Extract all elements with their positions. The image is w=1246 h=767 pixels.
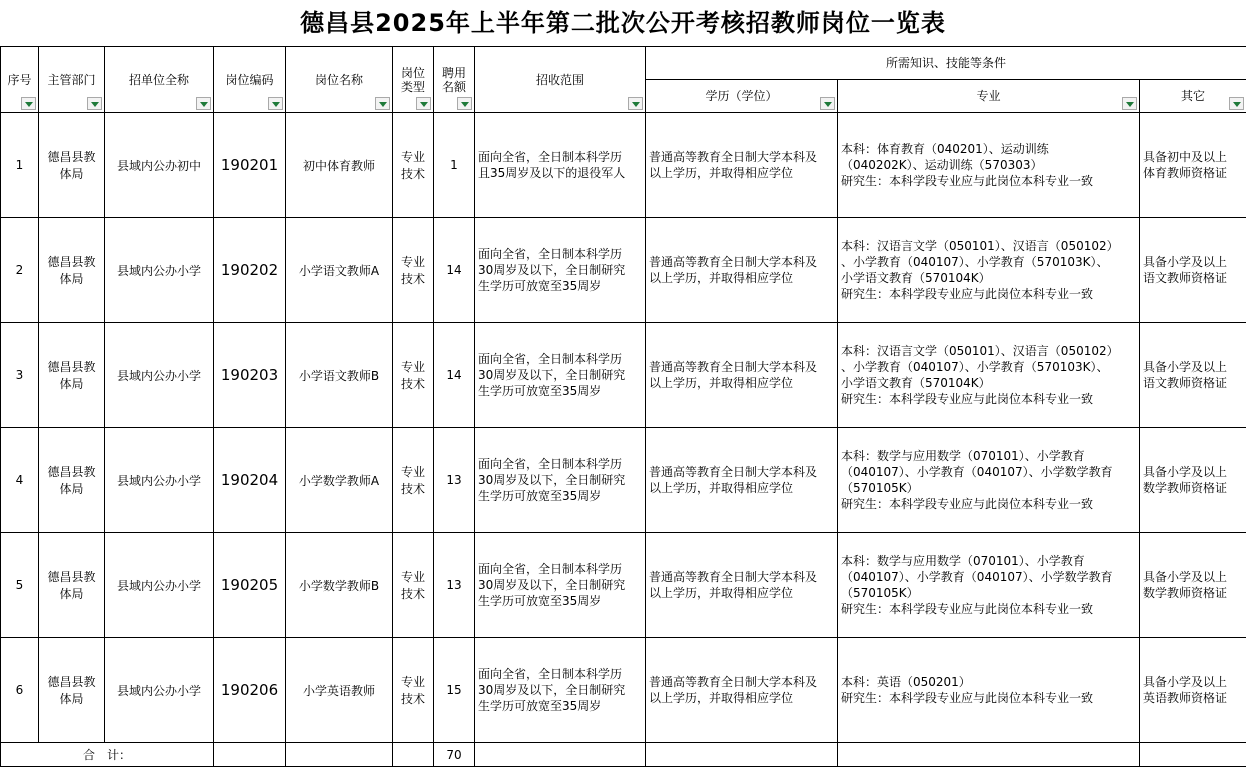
- filter-dropdown-icon[interactable]: [416, 97, 431, 110]
- header-other: 其它: [1140, 80, 1246, 113]
- header-dept: 主管部门: [39, 47, 105, 113]
- filter-dropdown-icon[interactable]: [375, 97, 390, 110]
- cell-education: 普通高等教育全日制大学本科及 以上学历，并取得相应学位: [646, 428, 838, 533]
- cell-unit: 县域内公办小学: [105, 323, 214, 428]
- table-row: [1, 218, 1246, 323]
- filter-dropdown-icon[interactable]: [268, 97, 283, 110]
- cell-seq: 6: [1, 638, 39, 743]
- cell-code: 190204: [214, 428, 286, 533]
- header-unit: 招单位全称: [105, 47, 214, 113]
- empty-cell: [286, 743, 393, 767]
- cell-position-type: 专业 技术: [393, 113, 434, 218]
- cell-code: 190202: [214, 218, 286, 323]
- cell-dept: 德昌县教 体局: [39, 638, 105, 743]
- empty-cell: [1140, 743, 1246, 767]
- empty-cell: [214, 743, 286, 767]
- filter-dropdown-icon[interactable]: [820, 97, 835, 110]
- cell-position-type: 专业 技术: [393, 218, 434, 323]
- filter-dropdown-icon[interactable]: [21, 97, 36, 110]
- header-count: 聘用 名额: [434, 47, 475, 113]
- cell-major: 本科：数学与应用数学（070101）、小学教育 （040107）、小学教育（040107）、小学数学教育 （570105K） 研究生：本科学段专业应与此岗位本科专业一致: [838, 533, 1140, 638]
- cell-unit: 县域内公办小学: [105, 533, 214, 638]
- cell-scope: 面向全省，全日制本科学历 30周岁及以下，全日制研究 生学历可放宽至35周岁: [475, 638, 646, 743]
- filter-dropdown-icon[interactable]: [1229, 97, 1244, 110]
- empty-cell: [393, 743, 434, 767]
- table-row: [1, 638, 1246, 743]
- cell-position-type: 专业 技术: [393, 323, 434, 428]
- cell-education: 普通高等教育全日制大学本科及 以上学历，并取得相应学位: [646, 533, 838, 638]
- cell-scope: 面向全省，全日制本科学历 且35周岁及以下的退役军人: [475, 113, 646, 218]
- cell-scope: 面向全省，全日制本科学历 30周岁及以下，全日制研究 生学历可放宽至35周岁: [475, 218, 646, 323]
- header-code: 岗位编码: [214, 47, 286, 113]
- cell-other: 具备小学及以上 数学教师资格证: [1140, 428, 1246, 533]
- cell-dept: 德昌县教 体局: [39, 323, 105, 428]
- cell-unit: 县域内公办小学: [105, 428, 214, 533]
- cell-dept: 德昌县教 体局: [39, 533, 105, 638]
- cell-code: 190206: [214, 638, 286, 743]
- cell-count: 1: [434, 113, 475, 218]
- header-scope: 招收范围: [475, 47, 646, 113]
- total-count: 70: [434, 743, 475, 767]
- cell-seq: 2: [1, 218, 39, 323]
- table-row: [1, 323, 1246, 428]
- total-row: [1, 743, 1246, 767]
- cell-other: 具备小学及以上 语文教师资格证: [1140, 218, 1246, 323]
- header-position-name: 岗位名称: [286, 47, 393, 113]
- cell-position-name: 小学语文教师B: [286, 323, 393, 428]
- cell-position-name: 初中体育教师: [286, 113, 393, 218]
- cell-scope: 面向全省，全日制本科学历 30周岁及以下，全日制研究 生学历可放宽至35周岁: [475, 533, 646, 638]
- cell-position-type: 专业 技术: [393, 428, 434, 533]
- cell-education: 普通高等教育全日制大学本科及 以上学历，并取得相应学位: [646, 218, 838, 323]
- cell-other: 具备小学及以上 语文教师资格证: [1140, 323, 1246, 428]
- cell-unit: 县域内公办小学: [105, 638, 214, 743]
- cell-position-name: 小学语文教师A: [286, 218, 393, 323]
- cell-scope: 面向全省，全日制本科学历 30周岁及以下，全日制研究 生学历可放宽至35周岁: [475, 428, 646, 533]
- cell-other: 具备小学及以上 英语教师资格证: [1140, 638, 1246, 743]
- cell-scope: 面向全省，全日制本科学历 30周岁及以下，全日制研究 生学历可放宽至35周岁: [475, 323, 646, 428]
- cell-dept: 德昌县教 体局: [39, 113, 105, 218]
- filter-dropdown-icon[interactable]: [196, 97, 211, 110]
- cell-other: 具备小学及以上 数学教师资格证: [1140, 533, 1246, 638]
- filter-dropdown-icon[interactable]: [1122, 97, 1137, 110]
- positions-table: [0, 46, 1246, 767]
- filter-dropdown-icon[interactable]: [457, 97, 472, 110]
- cell-seq: 4: [1, 428, 39, 533]
- cell-education: 普通高等教育全日制大学本科及 以上学历，并取得相应学位: [646, 638, 838, 743]
- cell-dept: 德昌县教 体局: [39, 428, 105, 533]
- cell-position-type: 专业 技术: [393, 533, 434, 638]
- cell-education: 普通高等教育全日制大学本科及 以上学历，并取得相应学位: [646, 323, 838, 428]
- table-row: [1, 428, 1246, 533]
- cell-position-name: 小学英语教师: [286, 638, 393, 743]
- cell-count: 14: [434, 218, 475, 323]
- cell-education: 普通高等教育全日制大学本科及 以上学历，并取得相应学位: [646, 113, 838, 218]
- cell-count: 13: [434, 533, 475, 638]
- cell-major: 本科：汉语言文学（050101）、汉语言（050102） 、小学教育（040107）、小学教育（570103K）、 小学语文教育（570104K） 研究生：本科学段专业应与此岗位本科专业一致: [838, 218, 1140, 323]
- header-seq: 序号: [1, 47, 39, 113]
- cell-seq: 5: [1, 533, 39, 638]
- cell-major: 本科：英语（050201） 研究生：本科学段专业应与此岗位本科专业一致: [838, 638, 1140, 743]
- cell-seq: 1: [1, 113, 39, 218]
- page-title: 德昌县2025年上半年第二批次公开考核招教师岗位一览表: [0, 0, 1246, 46]
- header-education: 学历（学位）: [646, 80, 838, 113]
- cell-major: 本科：汉语言文学（050101）、汉语言（050102） 、小学教育（040107）、小学教育（570103K）、 小学语文教育（570104K） 研究生：本科学段专业应与此岗位本科专业一致: [838, 323, 1140, 428]
- table-row: [1, 533, 1246, 638]
- header-position-type: 岗位 类型: [393, 47, 434, 113]
- cell-unit: 县域内公办初中: [105, 113, 214, 218]
- table-row: [1, 113, 1246, 218]
- cell-seq: 3: [1, 323, 39, 428]
- cell-major: 本科：体育教育（040201）、运动训练 （040202K）、运动训练（570303） 研究生：本科学段专业应与此岗位本科专业一致: [838, 113, 1140, 218]
- cell-position-name: 小学数学教师A: [286, 428, 393, 533]
- cell-position-type: 专业 技术: [393, 638, 434, 743]
- header-major: 专业: [838, 80, 1140, 113]
- cell-position-name: 小学数学教师B: [286, 533, 393, 638]
- cell-count: 15: [434, 638, 475, 743]
- cell-other: 具备初中及以上 体育教师资格证: [1140, 113, 1246, 218]
- cell-unit: 县域内公办小学: [105, 218, 214, 323]
- filter-dropdown-icon[interactable]: [628, 97, 643, 110]
- empty-cell: [838, 743, 1140, 767]
- cell-count: 14: [434, 323, 475, 428]
- total-label: 合 计：: [1, 743, 214, 767]
- cell-count: 13: [434, 428, 475, 533]
- filter-dropdown-icon[interactable]: [87, 97, 102, 110]
- empty-cell: [475, 743, 646, 767]
- header-conditions: 所需知识、技能等条件: [646, 47, 1246, 80]
- cell-code: 190203: [214, 323, 286, 428]
- cell-code: 190201: [214, 113, 286, 218]
- cell-dept: 德昌县教 体局: [39, 218, 105, 323]
- cell-major: 本科：数学与应用数学（070101）、小学教育 （040107）、小学教育（040107）、小学数学教育 （570105K） 研究生：本科学段专业应与此岗位本科专业一致: [838, 428, 1140, 533]
- cell-code: 190205: [214, 533, 286, 638]
- empty-cell: [646, 743, 838, 767]
